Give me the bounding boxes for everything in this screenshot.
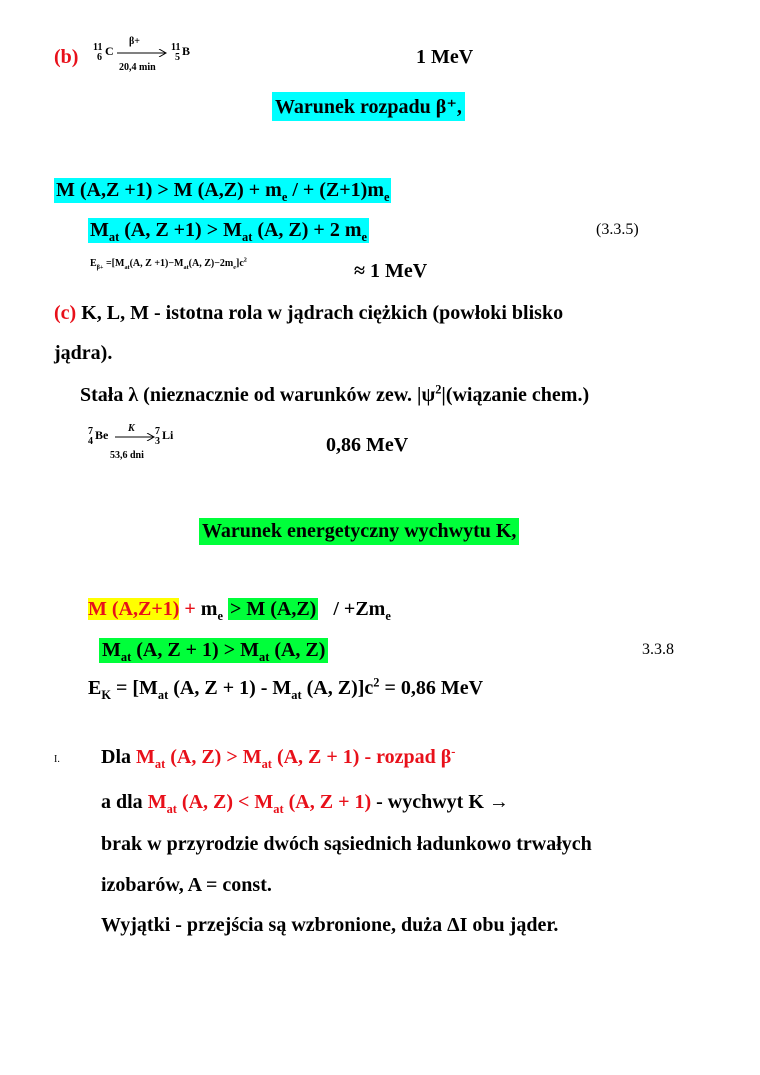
daughter-z: 5 [175, 52, 180, 63]
beta-energy-approx: ≈ 1 MeV [354, 260, 428, 282]
k-mass-condition-eq: M $(A,Z+1) + m_e > M$ (A,Z) / $+Zm_e$ [88, 598, 391, 623]
k-capture-heading: Warunek energetyczny wychwytu K, [199, 518, 519, 545]
arrow-top-label: β+ [129, 36, 140, 47]
arrow-bottom-label: 20,4 min [119, 62, 156, 73]
beta-heading: Warunek rozpadu β⁺, [272, 92, 465, 121]
list-marker: I. [54, 754, 60, 765]
beta-energy-formula: $E_{\beta+} =[M_{at}(A$, $Z +1)-M_{at}(A$, $Z)-2m_e]c^2$ [90, 256, 247, 271]
reaction-arrow-icon [115, 433, 157, 441]
k-atomic-mass-condition-eq: $M_{at}$ (A, $Z + 1) > M_{at}$ (A, Z) [99, 638, 328, 663]
atomic-mass-condition-eq: $M_{at}$ (A, $Z +1) > M_{at}$ (A, Z) + 2 $m_e$ [90, 219, 367, 244]
reaction-c11 [93, 36, 203, 80]
list-item-dla: Dla $M_{at}$ (A, $Z) > M_{at}$ (A, Z + 1) - rozpad β- [101, 744, 456, 771]
list-item-adla: a dla $M_{at}$ (A, $Z) < M_{at}$ (A, Z + 1) - wychwyt K → [101, 791, 509, 816]
c-line-2: jądra). [54, 342, 113, 364]
mass-condition-eq: M (A,Z +1) > M $(A,Z) + m_e$ / + $(Z+1)m_e$ [56, 179, 390, 204]
k-energy-formula: $E_K = [M_{at}$ (A, $Z + 1) - M_{at}$ (A, $Z)]c^2 = 0,86$ MeV [88, 675, 484, 702]
parent-mass: 7 [88, 426, 93, 437]
parent-mass: 11 [93, 42, 103, 53]
eq-number-335: (3.3.5) [596, 221, 639, 238]
decay-constant-note: Stała λ (nieznacznie od warunków zew. $|\psi^2|(wiązanie$ chem.) [80, 382, 590, 406]
label-b: (b) [54, 46, 79, 68]
parent-z: 4 [88, 436, 93, 447]
parent-z: 6 [97, 52, 102, 63]
be-energy: 0,86 MeV [326, 434, 409, 456]
b-energy: 1 MeV [416, 46, 474, 68]
daughter-symbol: Li [162, 428, 174, 442]
daughter-mass: 11 [171, 42, 181, 53]
wyjatki-line: Wyjątki - przejścia są wzbronione, duża ΔI obu jąder. [101, 914, 559, 936]
c-line-1: (c) K, L, M - istotna rola w jądrach ciężkich (powłoki blisko [54, 302, 564, 324]
arrow-top-label: K [128, 423, 135, 434]
daughter-z: 3 [155, 436, 160, 447]
reaction-arrow-icon [117, 49, 169, 57]
brak-line-1: brak w przyrodzie dwóch sąsiednich ładunkowo trwałych [101, 833, 592, 855]
daughter-mass: 7 [155, 426, 160, 437]
parent-symbol: C [105, 44, 114, 58]
arrow-bottom-label: 53,6 dni [110, 450, 144, 461]
brak-line-2: izobarów, A = const. [101, 874, 272, 896]
parent-symbol: Be [95, 428, 109, 442]
eq-number-338: 3.3.8 [642, 641, 674, 658]
daughter-symbol: B [182, 44, 191, 58]
label-c: (c) [54, 302, 77, 324]
reaction-be7 [88, 424, 198, 468]
